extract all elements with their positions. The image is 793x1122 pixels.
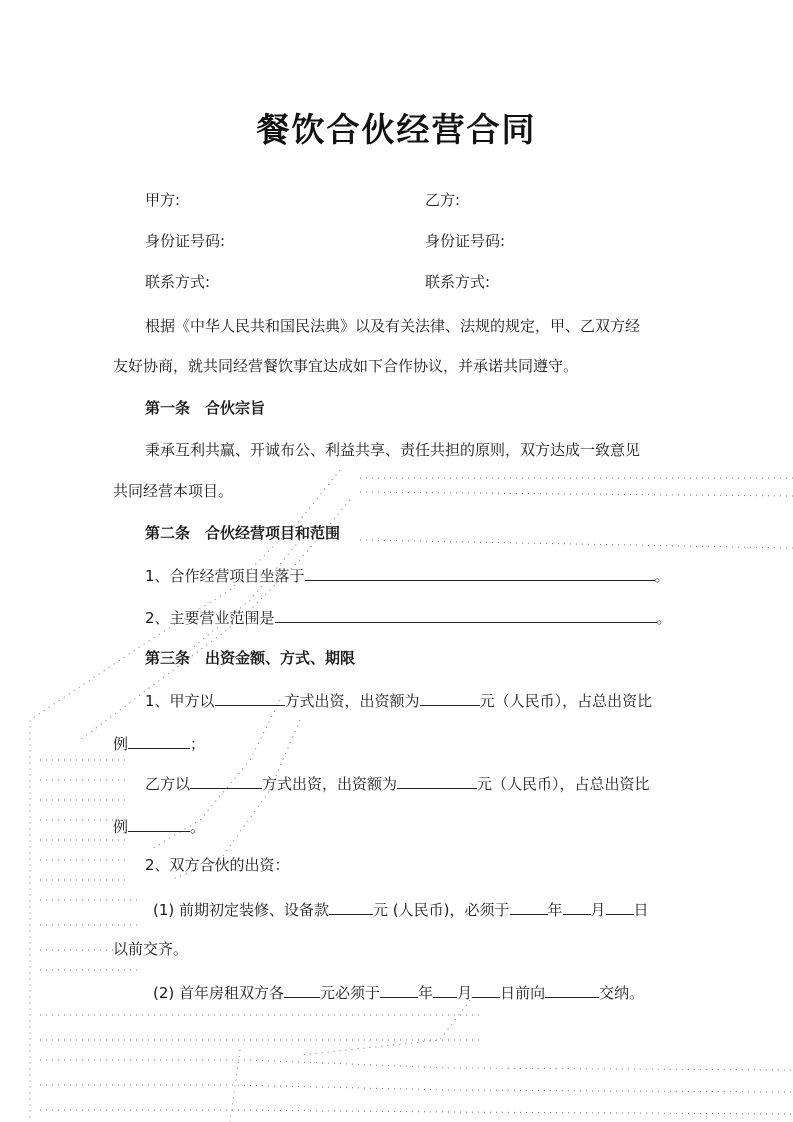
- intro-line-1: 根据《中华人民共和国民法典》以及有关法律、法规的规定，甲、乙双方经: [145, 317, 641, 335]
- b-amount-blank: [397, 772, 477, 789]
- renovation-payment-line-2: 以前交齐。: [113, 940, 189, 958]
- location-blank: [305, 564, 655, 581]
- rent-month-label: 月: [457, 984, 473, 1002]
- rent-year-blank: [380, 981, 418, 998]
- party-a-contact-label: 联系方式:: [145, 273, 211, 291]
- article-2-item-1: [145, 564, 670, 586]
- item-1-text: 1、合作经营项目坐落于: [145, 567, 305, 585]
- renovation-day-blank: [606, 898, 634, 915]
- renovation-payment-line: [153, 898, 649, 920]
- a-amount-blank: [420, 689, 480, 706]
- rent-payee-blank: [545, 981, 599, 998]
- rent-month-blank: [433, 981, 457, 998]
- party-a-id-label: 身份证号码:: [145, 232, 226, 250]
- party-b-investment-line: [145, 772, 650, 794]
- a-investment-text-2: 方式出资，出资额为: [284, 692, 420, 710]
- month-label: 月: [590, 901, 606, 919]
- b-investment-text-3: 元（人民币），占总出资比: [477, 775, 650, 793]
- item-2-end: 。: [656, 609, 672, 627]
- party-b-contact-label: 联系方式:: [425, 273, 491, 291]
- article-3-heading: 第三条 出资金额、方式、期限: [145, 649, 356, 667]
- rent-text: (2) 首年房租双方各: [153, 984, 285, 1002]
- b-ratio-text: 例: [113, 818, 129, 836]
- renovation-year-blank: [510, 898, 548, 915]
- party-b-id-label: 身份证号码:: [425, 232, 506, 250]
- rent-year-label: 年: [418, 984, 434, 1002]
- party-a-label: 甲方:: [145, 191, 181, 209]
- contract-title: 餐饮合伙经营合同: [256, 110, 537, 149]
- article-1-heading: 第一条 合伙宗旨: [145, 399, 266, 417]
- a-investment-text-1: 1、甲方以: [145, 692, 215, 710]
- rent-day-blank: [472, 981, 500, 998]
- b-method-blank: [190, 772, 262, 789]
- scope-blank: [275, 606, 657, 623]
- a-investment-text-3: 元（人民币），占总出资比: [479, 692, 653, 710]
- article-1-line-2: 共同经营本项目。: [113, 482, 234, 500]
- rent-end-text: 交纳。: [599, 984, 645, 1002]
- party-b-ratio-line: [113, 815, 205, 837]
- joint-investment-heading: 2、双方合伙的出资：: [145, 856, 290, 874]
- renovation-deadline-text: 元 (人民币)，必须于: [373, 901, 510, 919]
- year-label: 年: [547, 901, 563, 919]
- renovation-amount-blank: [329, 898, 373, 915]
- b-investment-text-1: 乙方以: [145, 775, 191, 793]
- a-ratio-end: ；: [190, 735, 206, 753]
- renovation-text: (1) 前期初定装修、设备款: [153, 901, 330, 919]
- day-label: 日: [633, 901, 649, 919]
- rent-payee-text: 日前向: [500, 984, 546, 1002]
- renovation-month-blank: [563, 898, 591, 915]
- a-ratio-text: 例: [113, 735, 129, 753]
- a-ratio-blank: [128, 732, 190, 749]
- intro-line-2: 友好协商，就共同经营餐饮事宜达成如下合作协议，并承诺共同遵守。: [113, 357, 579, 375]
- party-a-ratio-line: [113, 732, 205, 754]
- article-1-line-1: 秉承互利共赢、开诚布公、利益共享、责任共担的原则，双方达成一致意见: [145, 441, 641, 459]
- rent-payment-line: [153, 981, 644, 1003]
- b-ratio-end: 。: [190, 818, 206, 836]
- rent-amount-blank: [284, 981, 320, 998]
- rent-deadline-text: 元必须于: [320, 984, 381, 1002]
- b-ratio-blank: [128, 815, 190, 832]
- item-2-text: 2、主要营业范围是: [145, 609, 275, 627]
- b-investment-text-2: 方式出资，出资额为: [262, 775, 398, 793]
- article-2-item-2: [145, 606, 672, 628]
- party-a-investment-line: [145, 689, 652, 711]
- party-b-label: 乙方:: [425, 191, 461, 209]
- article-2-heading: 第二条 合伙经营项目和范围: [145, 524, 341, 542]
- item-1-end: 。: [654, 567, 670, 585]
- a-method-blank: [215, 689, 285, 706]
